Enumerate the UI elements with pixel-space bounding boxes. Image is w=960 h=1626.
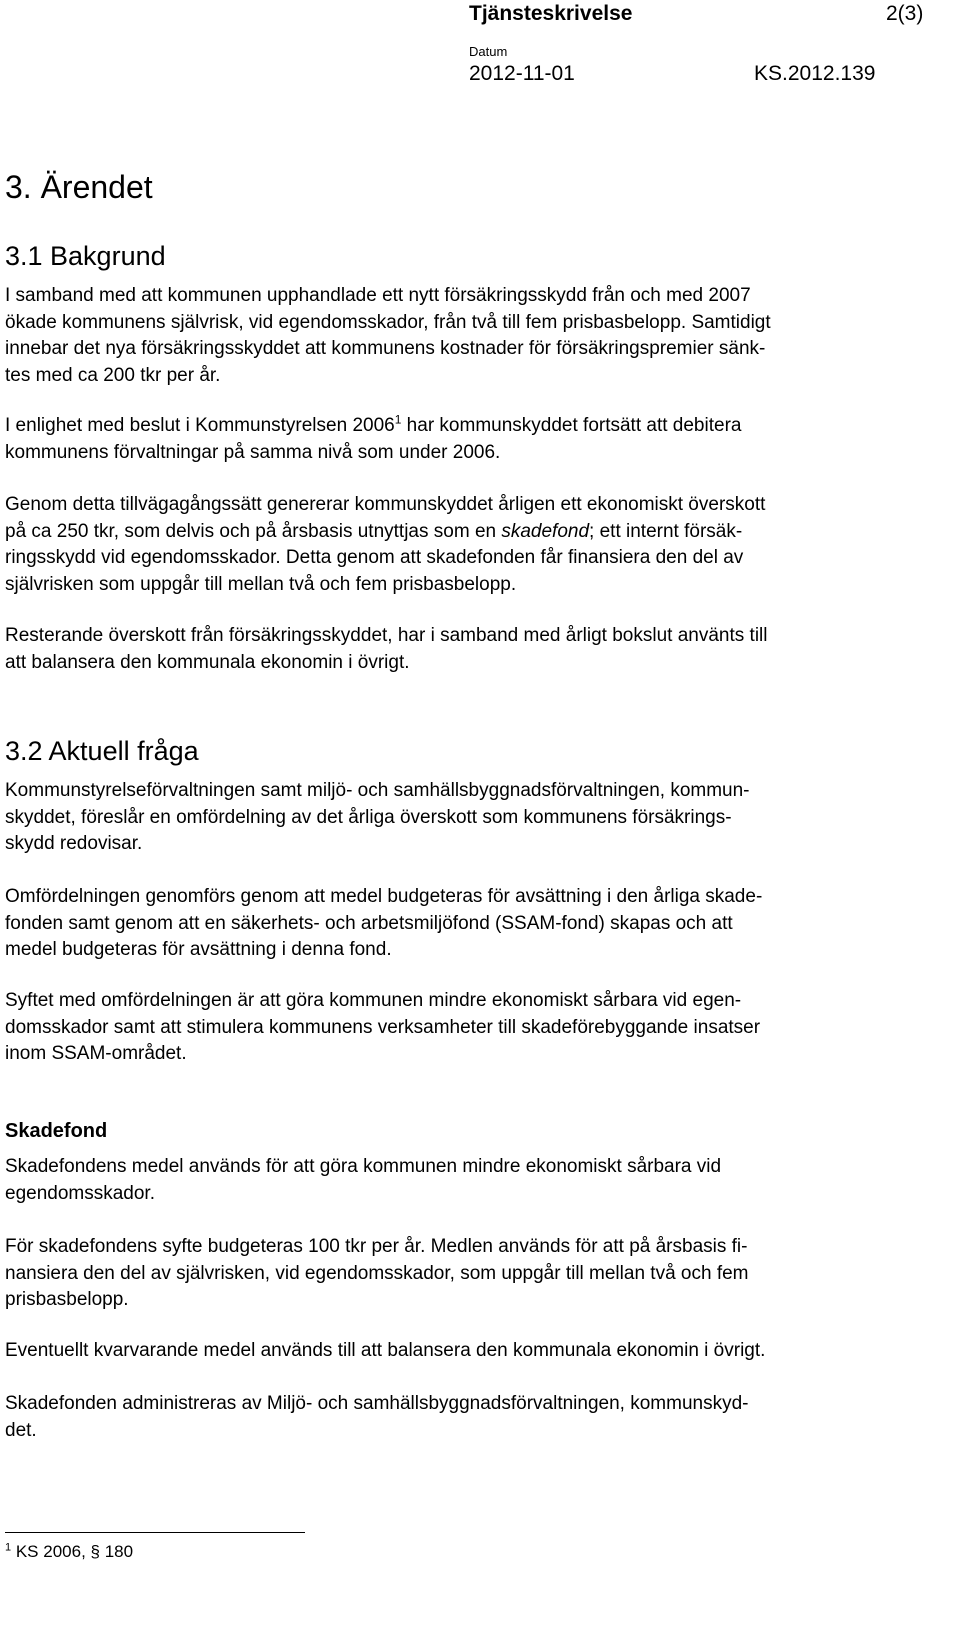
text-line: medel budgeteras för avsättning i denna fond. [5,939,392,960]
subsection-heading-bakgrund: 3.1 Bakgrund [5,241,166,271]
paragraph-bakgrund-2 [5,413,945,466]
paragraph-aktuell-3 [5,988,945,1068]
text-line: tes med ca 200 tkr per år. [5,364,221,386]
paragraph-bakgrund-3 [5,492,945,598]
text-line: det. [5,1419,37,1441]
date-label: Datum [469,44,508,59]
heading-skadefond: Skadefond [5,1120,108,1142]
reference-number: KS.2012.139 [754,62,876,85]
text-line: Omfördelningen genomförs genom att medel budgeteras för avsättning i den årliga skade- [5,886,763,907]
text-line: skydd redovisar. [5,833,143,854]
paragraph-bakgrund-1 [5,283,945,389]
paragraph-bakgrund-4 [5,623,945,676]
footnote-reference: 1 [394,412,402,427]
text-line: på ca 250 tkr, som delvis och på årsbasis utnyttjas som en [5,520,502,542]
text-line: För skadefondens syfte budgeteras 100 tkr per år. Medlen används för att på årsbasis fi- [5,1236,748,1257]
text-line: I enlighet med beslut i Kommunstyrelsen 2006 [5,415,395,436]
paragraph-aktuell-2 [5,884,945,964]
text-line: innebar det nya försäkringsskyddet att kommunens kostnader för försäkringspremier sänk- [5,338,766,359]
text-line: nansiera den del av självrisken, vid egendomsskador, som uppgår till mellan två och fem [5,1262,749,1284]
text-line: Syftet med omfördelningen är att göra kommunen mindre ekonomiskt sårbara vid egen- [5,990,742,1011]
section-heading-arendet: 3. Ärendet [5,169,153,205]
text-line: ; ett internt försäk- [589,520,743,542]
footnote-text: KS 2006, § 180 [11,1542,134,1561]
paragraph-skadefond-2 [5,1234,945,1314]
paragraph-skadefond-3 [5,1338,945,1365]
text-line: Eventuellt kvarvarande medel används till att balansera den kommunala ekonomin i övrigt. [5,1340,766,1361]
text-line: Skadefondens medel används för att göra kommunen mindre ekonomiskt sårbara vid [5,1156,722,1177]
text-line: prisbasbelopp. [5,1289,129,1310]
page-number: 2(3) [886,2,924,25]
paragraph-skadefond-4 [5,1391,945,1444]
footnote-number: 1 [5,1541,12,1554]
text-line: att balansera den kommunala ekonomin i övrigt. [5,651,410,673]
text-line: skyddet, föreslår en omfördelning av det årliga överskott som kommunens försäkrings- [5,806,732,828]
text-line: I samband med att kommunen upphandlade ett nytt försäkringsskydd från och med 2007 [5,285,751,306]
text-line: domsskador samt att stimulera kommunens verksamheter till skadeförebyggande insatser [5,1016,761,1038]
text-line: egendomsskador. [5,1182,155,1204]
footnote-divider [5,1532,305,1533]
paragraph-aktuell-1 [5,778,945,858]
text-line: inom SSAM-området. [5,1043,187,1064]
text-line: ringsskydd vid egendomsskador. Detta genom att skadefonden får finansiera den del av [5,547,744,568]
text-line: ökade kommunens självrisk, vid egendomsskador, från två till fem prisbasbelopp. Samtidigt [5,311,771,333]
text-line: självrisken som uppgår till mellan två och fem prisbasbelopp. [5,573,517,595]
text-line: Kommunstyrelseförvaltningen samt miljö- och samhällsbyggnadsförvaltningen, kommun- [5,780,750,801]
footnote [5,1542,133,1562]
paragraph-skadefond-1 [5,1154,945,1207]
document-date: 2012-11-01 [469,62,575,85]
text-line: kommunens förvaltningar på samma nivå som under 2006. [5,441,501,463]
text-line: Resterande överskott från försäkringsskyddet, har i samband med årligt bokslut använts till [5,625,768,646]
text-line: har kommunskyddet fortsätt att debitera [401,415,742,436]
text-line: Genom detta tillvägagångssätt genererar kommunskyddet årligen ett ekonomiskt överskott [5,494,766,515]
document-type-title: Tjänsteskrivelse [469,2,633,25]
text-line: Skadefonden administreras av Miljö- och samhällsbyggnadsförvaltningen, kommunskyd- [5,1393,749,1414]
italic-term-skadefond: skadefond [501,520,590,542]
text-line: fonden samt genom att en säkerhets- och arbetsmiljöfond (SSAM-fond) skapas och att [5,912,733,934]
subsection-heading-aktuell-fraga: 3.2 Aktuell fråga [5,736,199,766]
